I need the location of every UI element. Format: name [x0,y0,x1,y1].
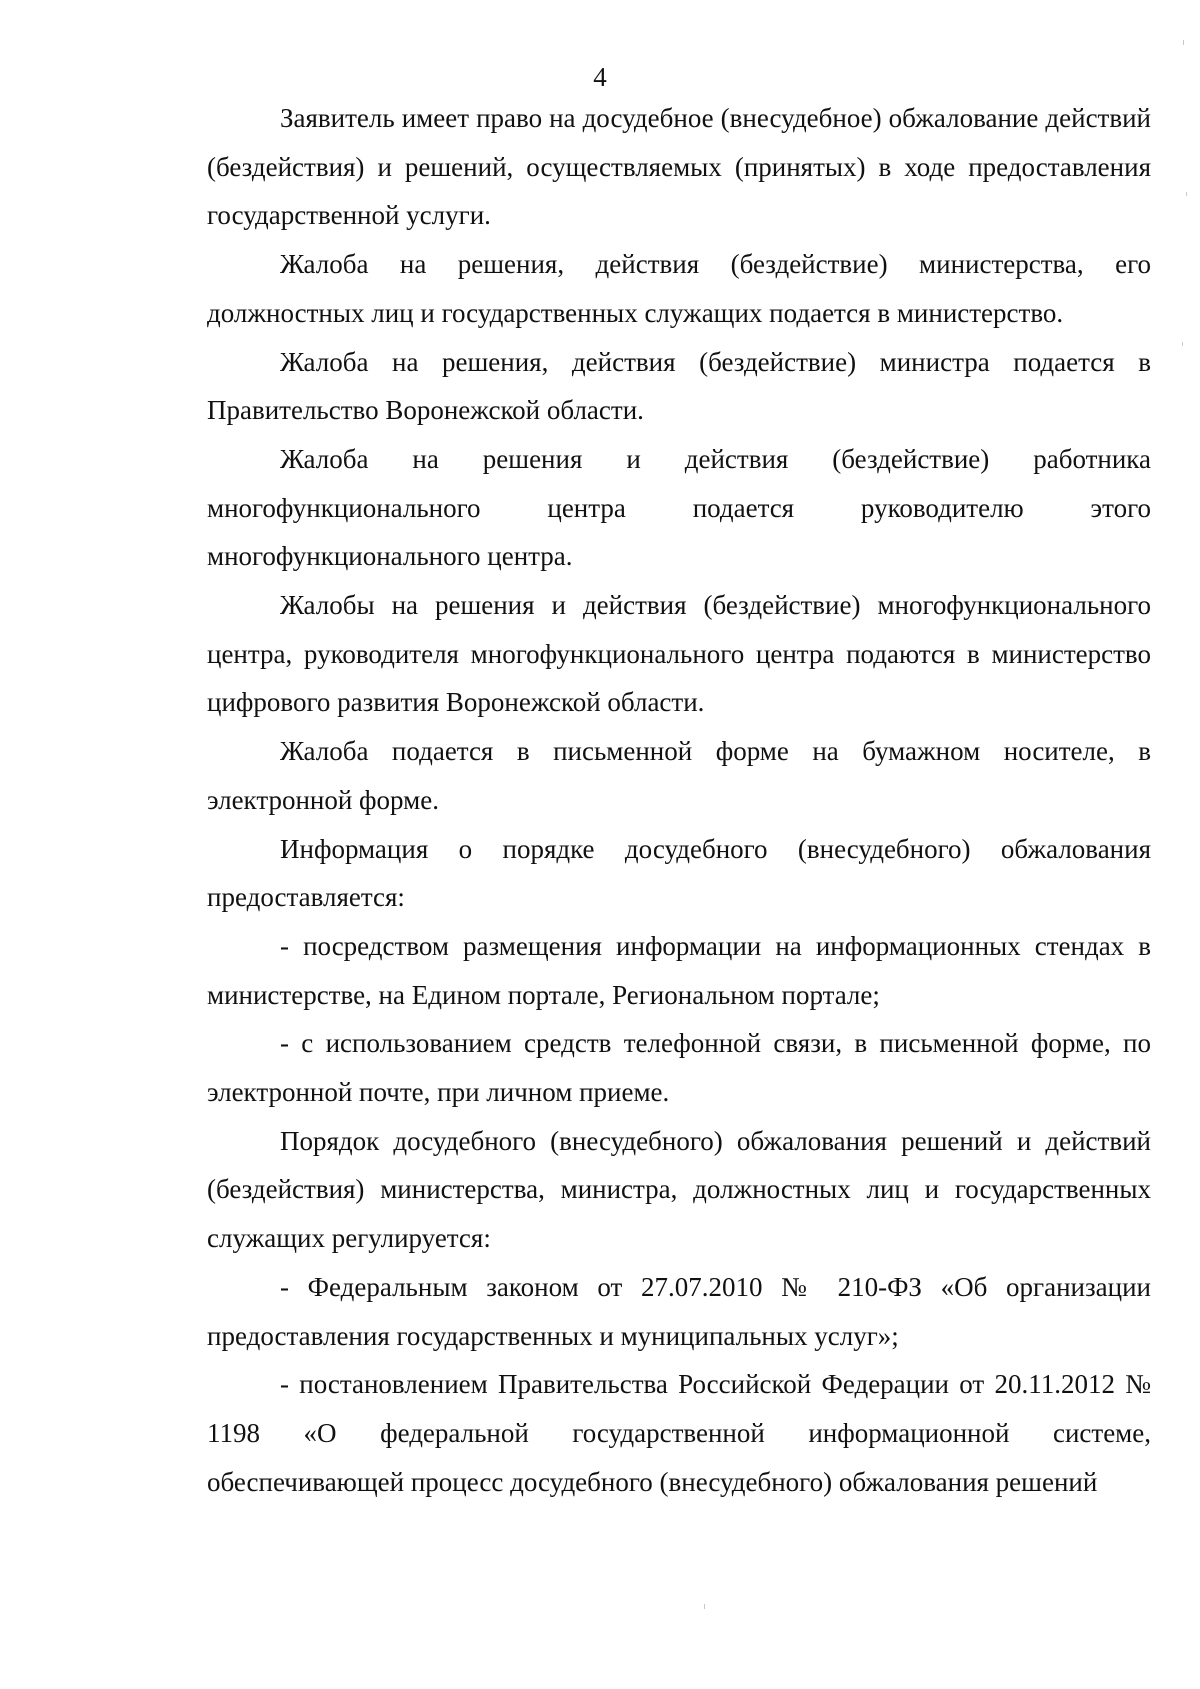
scan-artifact-bottom-center [704,1604,705,1609]
list-item-federal-law: - Федеральным законом от 27.07.2010 № 210-ФЗ «Об организации предоставления государственных и муниципальных услуг»; [207,1271,1151,1351]
paragraph-complaint-ministry: Жалоба на решения, действия (бездействие) министерства, его должностных лиц и государственных служащих подается в министерство. [207,249,1151,328]
list-item-stands-portals: - посредством размещения информации на информационных стендах в министерстве, на Едином портале, Региональном портале; [207,930,1151,1010]
paragraph-complaint-form: Жалоба подается в письменной форме на бумажном носителе, в электронной форме. [207,736,1151,815]
scan-artifact-top-right [1183,40,1184,45]
list-item-government-resolution: - постановлением Правительства Российской Федерации от 20.11.2012 № 1198 «О федеральной государственной информационной системе, обеспечивающей процесс досудебного (внесудебного) обжалования решений [207,1369,1151,1497]
page-number: 4 [593,62,607,92]
document-body [207,94,1151,1506]
paragraph-complaint-mfc-employee: Жалоба на решения и действия (бездействие) работника многофункционального центра подается руководителю этого многофункционального центра. [207,443,1151,572]
scan-artifact-right-mid [1186,192,1187,196]
paragraph-information-provided: Информация о порядке досудебного (внесудебного) обжалования предоставляется: [207,833,1151,913]
paragraph-complaint-mfc: Жалобы на решения и действия (бездействие) многофункционального центра, руководителя многофункционального центра подаются в министерство цифрового развития Воронежской области. [207,590,1151,718]
paragraph-complaint-minister: Жалоба на решения, действия (бездействие) министра подается в Правительство Воронежской области. [207,346,1151,426]
paragraph-right-to-appeal: Заявитель имеет право на досудебное (внесудебное) обжалование действий (бездействия) и решений, осуществляемых (принятых) в ходе предоставления государственной услуги. [207,103,1151,231]
list-item-phone-mail-reception: - с использованием средств телефонной связи, в письменной форме, по электронной почте, при личном приеме. [207,1028,1151,1108]
paragraph-procedure-regulated: Порядок досудебного (внесудебного) обжалования решений и действий (бездействия) министерства, министра, должностных лиц и государственных служащих регулируется: [207,1125,1151,1254]
scan-artifact-right-lower [1182,342,1183,346]
